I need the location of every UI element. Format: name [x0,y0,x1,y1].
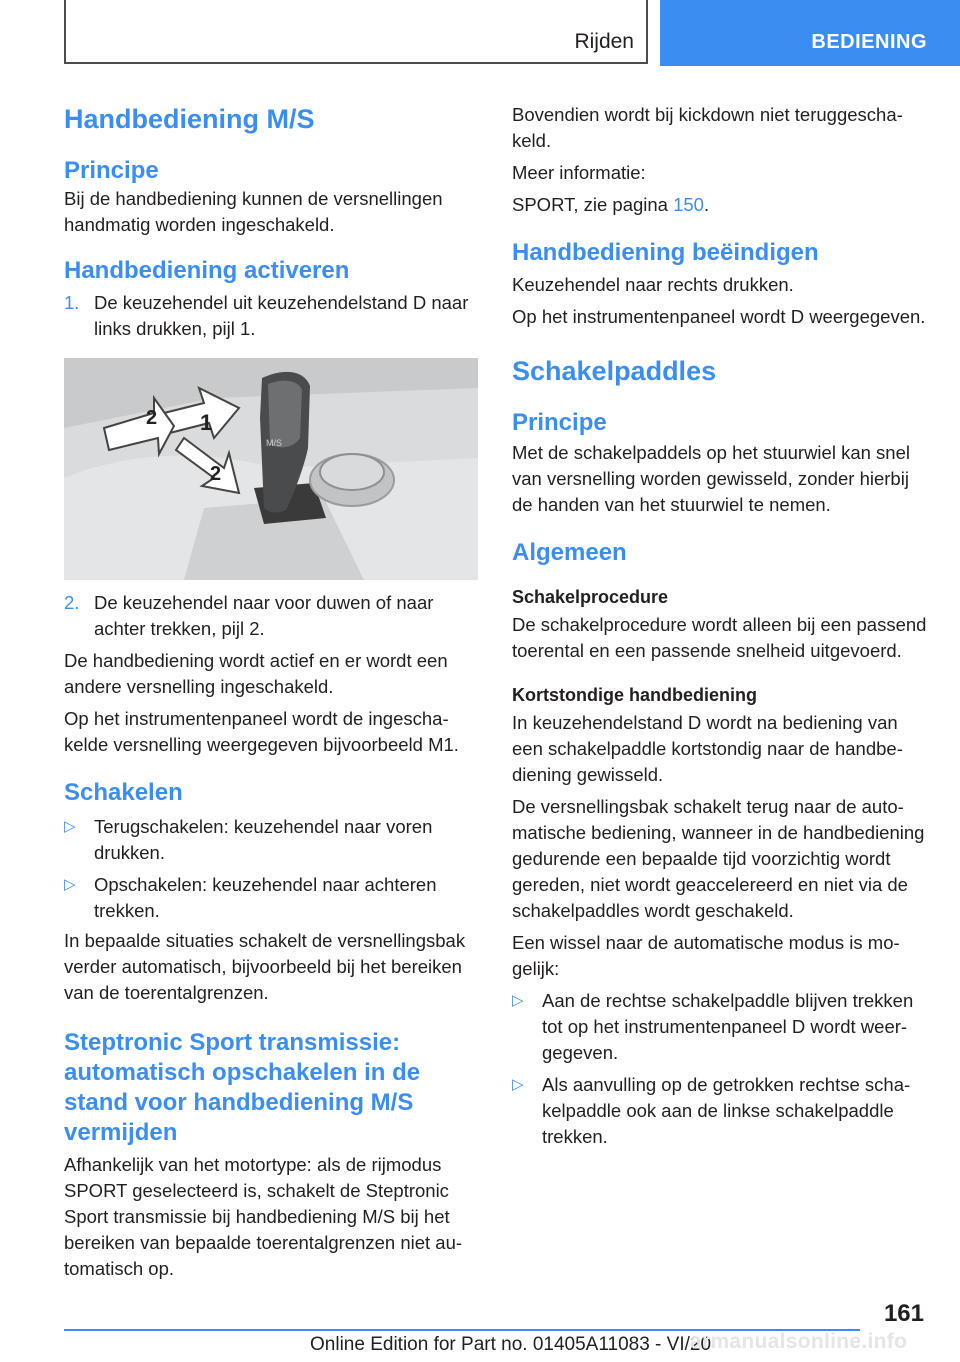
page-reference-link[interactable]: 150 [673,194,704,215]
principe-text-left: Bij de handbediening kunnen de versnellingen handmatig worden ingeschakeld. [64,188,443,235]
automatic-mode-list [512,988,928,1150]
heading-principe-right: Principe [512,409,607,436]
right-para-3-prefix: SPORT, zie pagina [512,194,674,215]
automatic-bullet-2 [512,1072,928,1150]
gear-selector-illustration [64,358,478,580]
heading-activeren: Handbediening activeren [64,257,350,284]
right-para-8: De versnellingsbak schakelt terug naar de automatische bediening, wanneer in de handbediening gedurende een bepaalde tijd voorzichtig wordt gereden, niet wordt geaccelereerd en niet via de schakelpaddles wordt geschakeld. [512,796,925,921]
bullet-marker-icon: ▷ [512,992,524,1009]
right-column [512,102,928,1150]
header-section-box [64,0,648,64]
header-section-label: Rijden [574,30,634,53]
page-number: 161 [883,1300,924,1327]
left-para-3: In bepaalde situaties schakelt de versnellingsbak verder automatisch, bijvoorbeeld bij het bereiken van de toerentalgrenzen. [64,930,466,1003]
arrow-2-label-top: 2 [146,407,158,429]
heading-steptronic: Steptronic Sport transmissie: automatisch opschakelen in de stand voor handbediening M/S vermijden [64,1029,421,1146]
step-1 [64,290,478,342]
right-para-2: Meer informatie: [512,162,646,183]
right-para-3 [512,192,928,218]
footer-edition: Online Edition for Part no. 01405A11083 - VI/20 [310,1334,712,1355]
automatic-bullet-1 [512,988,928,1066]
left-column [64,102,478,1282]
left-para-2: Op het instrumentenpaneel wordt de ingeschakelde versnelling weergegeven bijvoorbeeld M1. [64,708,459,755]
left-para-1: De handbediening wordt actief en er wordt een andere versnelling ingeschakeld. [64,650,448,697]
right-para-4: Keuzehendel naar rechts drukken. [512,274,794,295]
right-para-6: De schakelprocedure wordt alleen bij een passend toerental en een passende snelheid uitgevoerd. [512,614,927,661]
bullet-marker-icon: ▷ [64,876,76,893]
right-para-9: Een wissel naar de automatische modus is mogelijk: [512,932,900,979]
activeren-steps [64,290,478,342]
heading-principe-left: Principe [64,157,159,184]
automatic-bullet-2-text: Als aanvulling op de getrokken rechtse schakelpaddle ook aan de linkse schakelpaddle trekken. [542,1074,911,1147]
schakelen-bullet-2 [64,872,478,924]
schakelen-list [64,814,478,924]
title-schakelpaddles: Schakelpaddles [512,356,717,386]
step-2-text: De keuzehendel naar voor duwen of naar achter trekken, pijl 2. [94,592,434,639]
bullet-marker-icon: ▷ [512,1076,524,1093]
step-1-number: 1. [64,292,80,313]
right-para-5: Op het instrumentenpaneel wordt D weergegeven. [512,306,926,327]
right-para-3-suffix: . [703,194,710,215]
right-para-7: In keuzehendelstand D wordt na bediening van een schakelpaddle kortstondig naar de handbediening gewisseld. [512,712,903,785]
heading-algemeen: Algemeen [512,539,627,566]
arrow-1-label: 1 [200,410,213,435]
heading-schakelprocedure: Schakelprocedure [512,587,669,607]
lever-markings: M/S [266,438,283,448]
schakelen-bullet-1-text: Terugschakelen: keuzehendel naar voren drukken. [94,816,433,863]
schakelen-bullet-1 [64,814,478,866]
automatic-bullet-1-text: Aan de rechtse schakelpaddle blijven trekken tot op het instrumentenpaneel D wordt weergegeven. [542,990,914,1063]
step-2-number: 2. [64,592,80,613]
heading-schakelen: Schakelen [64,779,183,806]
step-1-text: De keuzehendel uit keuzehendelstand D naar links drukken, pijl 1. [94,292,469,339]
title-handbediening: Handbediening M/S [64,104,315,134]
header-chapter-tab [660,0,960,66]
principe-text-right: Met de schakelpaddels op het stuurwiel kan snel van versnelling worden gewisseld, zonder hierbij de handen van het stuurwiel te nemen. [512,442,910,515]
step-2 [64,590,478,642]
left-para-4: Afhankelijk van het motortype: als de rijmodus SPORT geselecteerd is, schakelt de Steptronic Sport transmissie bij handbediening M/S bij het bereiken van bepaalde toerentalgrenzen niet automatisch op. [64,1154,463,1279]
heading-kortstondige: Kortstondige handbediening [512,685,757,705]
watermark: armanualsonline.info [690,1330,908,1353]
bullet-marker-icon: ▷ [64,818,76,835]
activeren-steps-continued [64,590,478,642]
schakelen-bullet-2-text: Opschakelen: keuzehendel naar achteren trekken. [94,874,437,921]
arrow-2-label-bottom: 2 [210,463,222,485]
right-para-1: Bovendien wordt bij kickdown niet teruggeschakeld. [512,104,903,151]
header-chapter-label: BEDIENING [811,31,927,53]
heading-beeindigen: Handbediening beëindigen [512,239,819,266]
